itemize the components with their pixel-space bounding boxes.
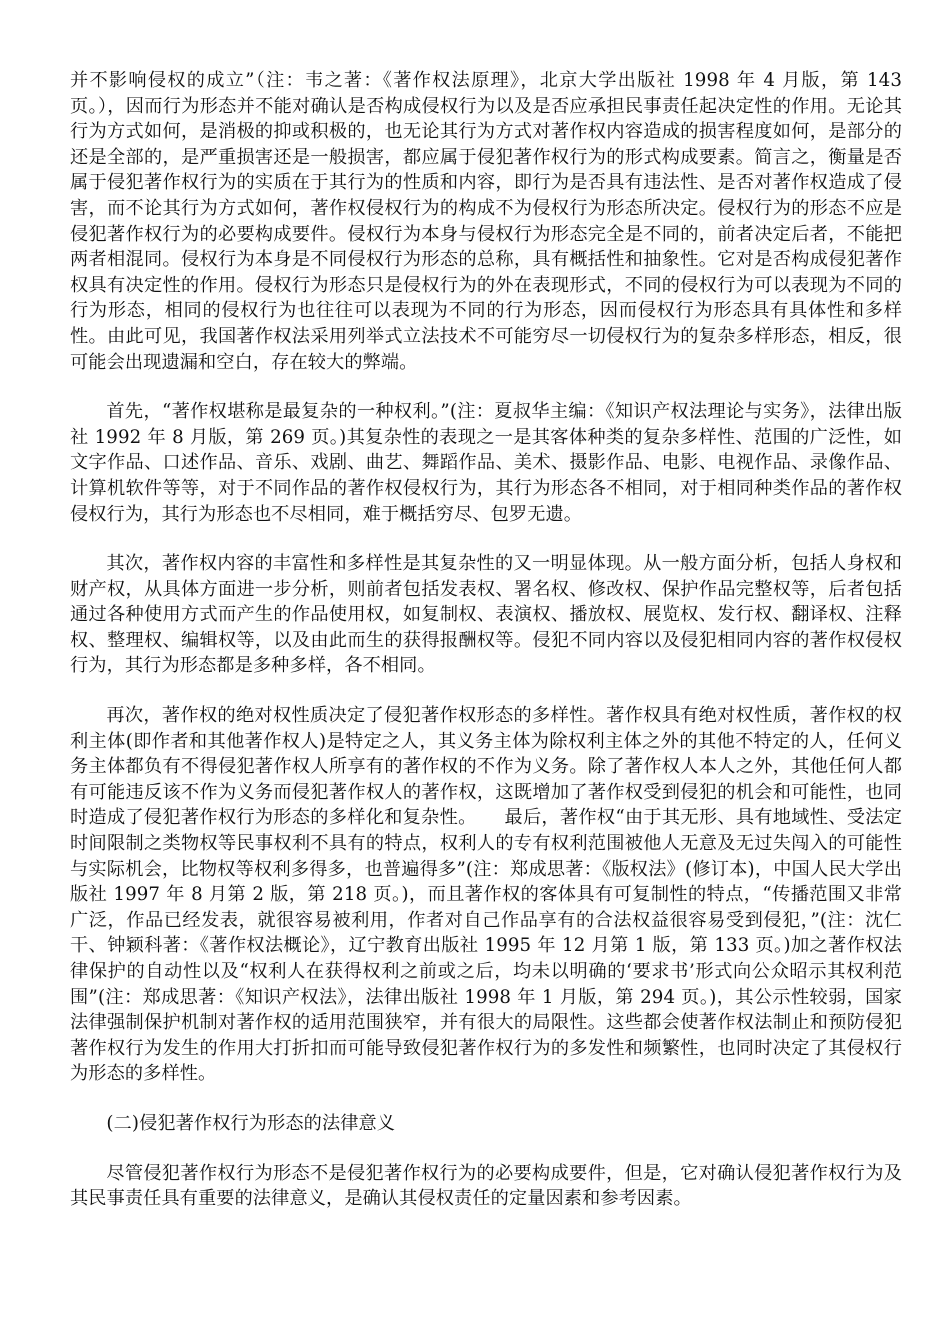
paragraph-third-reason: 再次，著作权的绝对权性质决定了侵犯著作权形态的多样性。著作权具有绝对权性质，著作权的权利主体(即作者和其他著作权人)是特定之人，其义务主体为除权利主体之外的其他不特定的人，任何义务主体都负有不得侵犯著作权人所享有的著作权的不作为义务。除了著作权人本人之外，其他任何人都有可能违反该不作为义务而侵犯著作权人的著作权，这既增加了著作权受到侵犯的机会和可能性，也同时造成了侵犯著作权行为形态的多样化和复杂性。 最后，著作权“由于其无形、具有地域性、受法定时间限制之类物权等民事权利不具有的特点，权利人的专有权利范围被他人无意及无过失闯入的可能性与实际机会，比物权等权利多得多，也普遍得多”(注：郑成思著：《版权法》(修订本)，中国人民大学出版社 1997 年 8 月第 2 版，第 218 页。)，而且著作权的客体具有可复制性的特点，“传播范围又非常广泛，作品已经发表，就很容易被利用，作者对自己作品享有的合法权益很容易受到侵犯，”(注：沈仁干、钟颖科著：《著作权法概论》，辽宁教育出版社 1995 年 12 月第 1 版，第 133 页。)加之著作权法律保护的自动性以及“权利人在获得权利之前或之后，均未以明确的‘要求书’形式向公众昭示其权利范围”(注：郑成思著：《知识产权法》，法律出版社 1998 年 1 月版，第 294 页。)，其公示性较弱，国家法律强制保护机制对著作权的适用范围狭窄，并有很大的局限性。这些都会使著作权法制止和预防侵犯著作权行为发生的作用大打折扣而可能导致侵犯著作权行为的多发性和频繁性，也同时决定了其侵权行为形态的多样性。 xyxy=(70,705,902,1085)
paragraph-legal-significance: 尽管侵犯著作权行为形态不是侵犯著作权行为的必要构成要件，但是，它对确认侵犯著作权行为及其民事责任具有重要的法律意义，是确认其侵权责任的定量因素和参考因素。 xyxy=(70,1162,902,1210)
document-body xyxy=(70,68,902,1212)
paragraph-continuation: 并不影响侵权的成立”（注：韦之著：《著作权法原理》，北京大学出版社 1998 年 4 月版，第 143 页。），因而行为形态并不能对确认是否构成侵权行为以及是否应承担民事责任起决定性的作用。无论其行为方式如何，是消极的抑或积极的，也无论其行为方式对著作权内容造成的损害程度如何，是部分的还是全部的，是严重损害还是一般损害，都应属于侵犯著作权行为的形式构成要素。简言之，衡量是否属于侵犯著作权行为的实质在于其行为的性质和内容，即行为是否具有违法性、是否对著作权造成了侵害，而不论其行为方式如何，著作权侵权行为的构成不为侵权行为形态所决定。侵权行为的形态不应是侵犯著作权行为的必要构成要件。侵权行为本身与侵权行为形态完全是不同的，前者决定后者，不能把两者相混同。侵权行为本身是不同侵权行为形态的总称，具有概括性和抽象性。它对是否构成侵犯著作权具有决定性的作用。侵权行为形态只是侵权行为的外在表现形式，不同的侵权行为可以表现为不同的行为形态，相同的侵权行为也往往可以表现为不同的行为形态，因而侵权行为形态具有具体性和多样性。由此可见，我国著作权法采用列举式立法技术不可能穷尽一切侵权行为的复杂多样形态，相反，很可能会出现遗漏和空白，存在较大的弊端。 xyxy=(70,70,902,373)
section-heading: (二)侵犯著作权行为形态的法律意义 xyxy=(106,1112,396,1134)
paragraph-first-reason: 首先，“著作权堪称是最复杂的一种权利。”(注：夏叔华主编：《知识产权法理论与实务》，法律出版社 1992 年 8 月版，第 269 页。)其复杂性的表现之一是其客体种类的复杂多样性、范围的广泛性，如文字作品、口述作品、音乐、戏剧、曲艺、舞蹈作品、美术、摄影作品、电影、电视作品、录像作品、计算机软件等等，对于不同作品的著作权侵权行为，其行为形态各不相同，对于相同种类作品的著作权侵权行为，其行为形态也不尽相同，难于概括穷尽、包罗无遗。 xyxy=(70,401,902,525)
paragraph-second-reason: 其次，著作权内容的丰富性和多样性是其复杂性的又一明显体现。从一般方面分析，包括人身权和财产权，从具体方面进一步分析，则前者包括发表权、署名权、修改权、保护作品完整权等，后者包括通过各种使用方式而产生的作品使用权，如复制权、表演权、播放权、展览权、发行权、翻译权、注释权、整理权、编辑权等，以及由此而生的获得报酬权等。侵犯不同内容以及侵犯相同内容的著作权侵权行为，其行为形态都是多种多样，各不相同。 xyxy=(70,553,902,677)
